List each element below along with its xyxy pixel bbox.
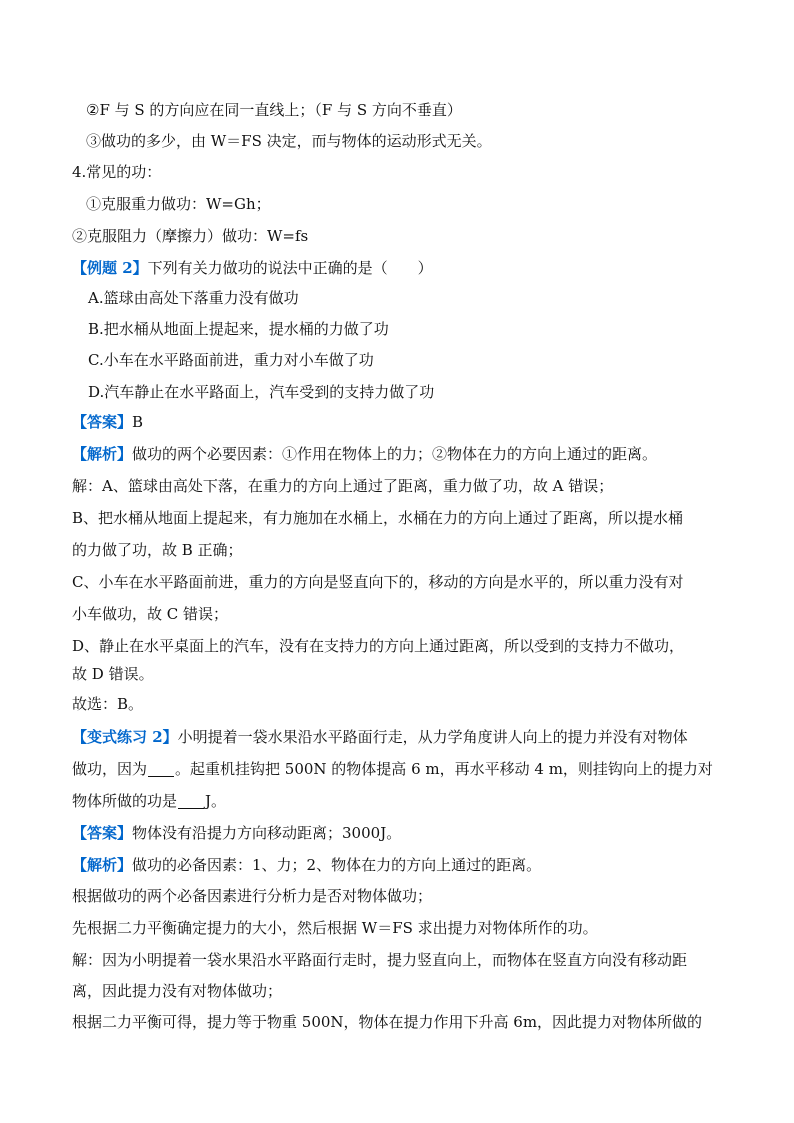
example-2-question: [72, 258, 732, 278]
practice-2-text-3b: J。: [205, 792, 227, 810]
analysis-tag: 【解析】: [72, 445, 133, 463]
practice-2-text-2a: 做功，因为: [72, 760, 148, 778]
practice-2-analysis: [72, 855, 732, 875]
solution-line: 小车做功，故 C 错误；: [72, 605, 229, 623]
answer-tag: 【答案】: [72, 413, 133, 431]
solution-line: 解：A、篮球由高处下落，在重力的方向上通过了距离，重力做了功，故 A 错误；: [72, 477, 614, 495]
analysis-text: 做功的必备因素：1、力；2、物体在力的方向上通过的距离。: [132, 856, 542, 874]
condition-line-3: ③做功的多少，由 W＝FS 决定，而与物体的运动形式无关。: [86, 132, 492, 150]
solution-line: 的力做了功，故 B 正确；: [72, 541, 243, 559]
example-2-analysis: [72, 444, 732, 464]
solution-line: 故 D 错误。: [72, 665, 154, 683]
option-a: A.篮球由高处下落重力没有做功: [88, 289, 299, 307]
option-b: B.把水桶从地面上提起来，提水桶的力做了功: [88, 320, 389, 338]
practice-2-question-line-3: [72, 791, 732, 811]
example-2-text: 下列有关力做功的说法中正确的是（ ）: [147, 259, 433, 277]
answer-value: B: [132, 413, 144, 431]
analysis-line: 先根据二力平衡确定提力的大小，然后根据 W＝FS 求出提力对物体所作的功。: [72, 919, 598, 937]
analysis-tag: 【解析】: [72, 856, 133, 874]
answer-blank-1[interactable]: [148, 761, 174, 777]
section-heading-common-work: 4.常见的功：: [72, 163, 162, 181]
solution-line: D、静止在水平桌面上的汽车，没有在支持力的方向上通过距离，所以受到的支持力不做功，: [72, 637, 685, 655]
common-work-friction: ②克服阻力（摩擦力）做功：W=fs: [72, 227, 309, 245]
practice-2-question: [72, 727, 732, 747]
analysis-line: 根据做功的两个必备因素进行分析力是否对物体做功；: [72, 887, 433, 905]
practice-2-answer: [72, 823, 732, 843]
answer-value: 物体没有沿提力方向移动距离；3000J。: [132, 824, 402, 842]
example-2-tag: 【例题 2】: [72, 259, 148, 277]
practice-2-question-line-2: [72, 759, 732, 779]
solution-choice: 故选：B。: [72, 695, 144, 713]
practice-2-text-1: 小明提着一袋水果沿水平路面行走，从力学角度讲人向上的提力并没有对物体: [177, 728, 688, 746]
practice-2-text-3a: 物体所做的功是: [72, 792, 178, 810]
practice-2-text-2b: 。起重机挂钩把 500N 的物体提高 6 m，再水平移动 4 m，则挂钩向上的提力对: [175, 760, 713, 778]
option-c: C.小车在水平路面前进，重力对小车做了功: [88, 351, 374, 369]
analysis-line: 根据二力平衡可得，提力等于物重 500N，物体在提力作用下升高 6m，因此提力对物体所做的: [72, 1013, 703, 1031]
example-2-answer: [72, 412, 732, 432]
condition-line-2: ②F 与 S 的方向应在同一直线上；（F 与 S 方向不垂直）: [86, 101, 462, 119]
analysis-line: 解：因为小明提着一袋水果沿水平路面行走时，提力竖直向上，而物体在竖直方向没有移动距: [72, 951, 688, 969]
solution-line: C、小车在水平路面前进，重力的方向是竖直向下的，移动的方向是水平的，所以重力没有对: [72, 573, 684, 591]
analysis-line: 离，因此提力没有对物体做功；: [72, 982, 283, 1000]
answer-blank-2[interactable]: [178, 793, 204, 809]
practice-2-tag: 【变式练习 2】: [72, 728, 178, 746]
solution-line: B、把水桶从地面上提起来，有力施加在水桶上，水桶在力的方向上通过了距离，所以提水桶: [72, 509, 684, 527]
common-work-gravity: ①克服重力做功：W=Gh；: [86, 195, 271, 213]
answer-tag: 【答案】: [72, 824, 133, 842]
option-d: D.汽车静止在水平路面上，汽车受到的支持力做了功: [88, 383, 435, 401]
analysis-text: 做功的两个必要因素：①作用在物体上的力；②物体在力的方向上通过的距离。: [132, 445, 658, 463]
